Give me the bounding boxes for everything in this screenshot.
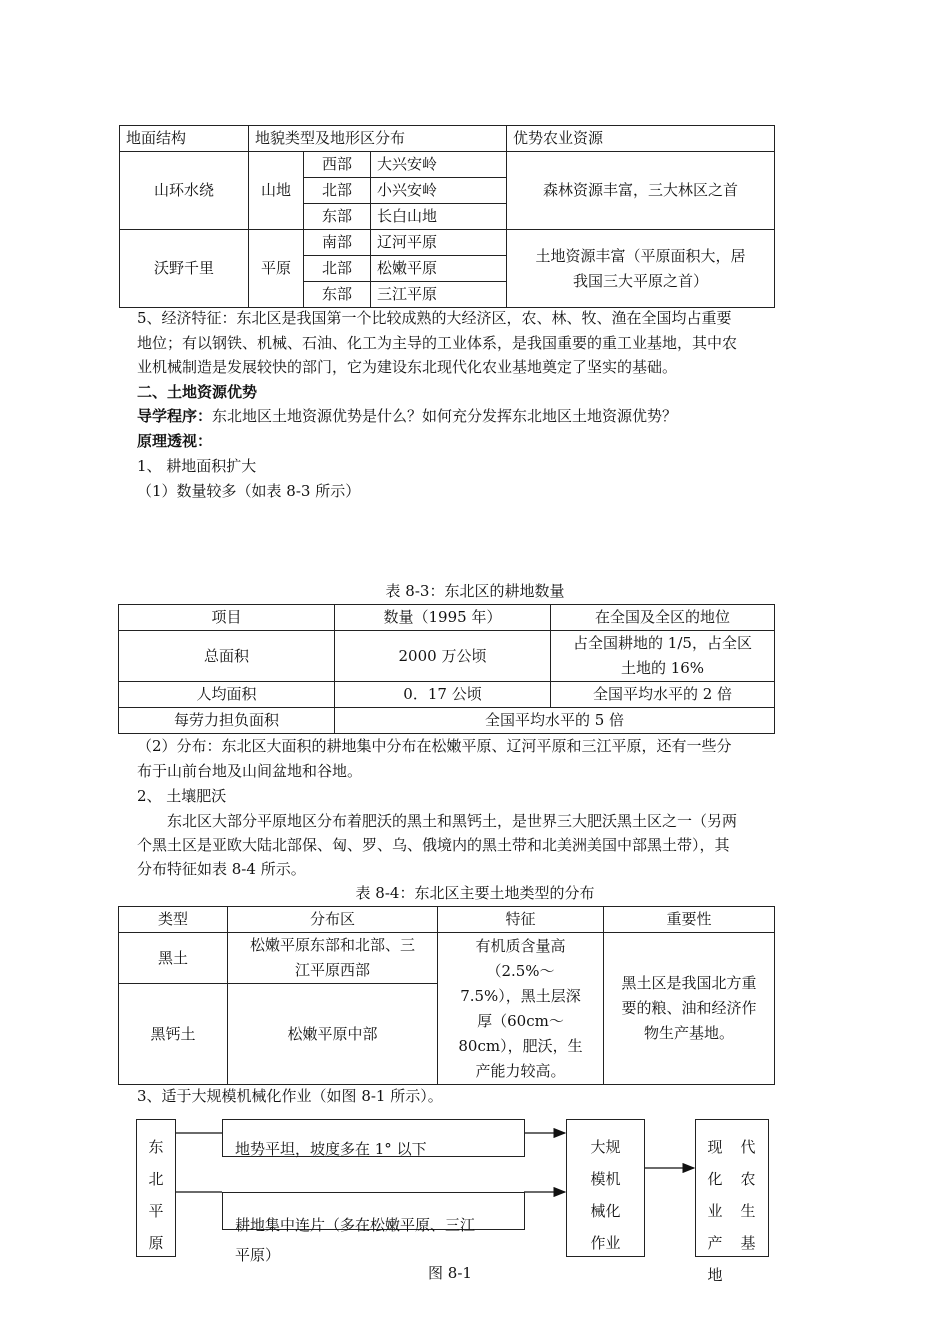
table-cell: 西部	[304, 152, 371, 178]
table-cell: 森林资源丰富，三大林区之首	[507, 152, 775, 230]
condition-text-1: 地势平坦，坡度多在 1° 以下	[235, 1140, 427, 1158]
resource-line: 土地资源丰富（平原面积大，居	[535, 246, 746, 265]
cell-line: 黑土区是我国北方重	[621, 974, 757, 992]
principle-heading: 原理透视：	[137, 432, 213, 450]
table-cell: 全国平均水平的 2 倍	[551, 682, 775, 708]
cell-line: 物生产基地。	[643, 1024, 734, 1042]
table-header: 地面结构	[120, 126, 249, 152]
table-cell: 大兴安岭	[371, 152, 507, 178]
table-caption: 表 8-4：东北区主要土地类型的分布	[355, 884, 595, 902]
cell-line: （2.5%～	[486, 961, 555, 980]
paragraph-line: 东北区大部分平原地区分布着肥沃的黑土和黑钙土，是世界三大肥沃黑土区之一（另两	[167, 812, 738, 830]
northeast-plain-label	[136, 1131, 176, 1259]
table-cell: 总面积	[119, 631, 335, 682]
char: 地	[707, 1266, 723, 1284]
list-item: 1、 耕地面积扩大	[137, 457, 257, 475]
char: 大规	[590, 1138, 621, 1156]
char: 业	[707, 1202, 723, 1220]
table-cell: 北部	[304, 256, 371, 282]
char: 化	[707, 1170, 723, 1188]
guide-text: 东北地区土地资源优势是什么？如何充分发挥东北地区土地资源优势？	[212, 407, 678, 425]
table-cell: 南部	[304, 230, 371, 256]
figure-caption: 图 8-1	[428, 1264, 472, 1282]
table-cell: 2000 万公顷	[335, 631, 551, 682]
char: 北	[148, 1170, 164, 1188]
table-cell: 沃野千里	[120, 230, 249, 308]
char: 模机	[590, 1170, 621, 1188]
table-header: 类型	[119, 907, 228, 933]
char: 原	[148, 1234, 164, 1252]
paragraph-line: 5、经济特征：东北区是我国第一个比较成熟的大经济区，农、林、牧、渔在全国均占重要	[137, 309, 732, 327]
table-cell: 黑土	[119, 933, 228, 984]
cell-line: 7.5%），黑土层深	[460, 986, 581, 1005]
paragraph-line: 个黑土区是亚欧大陆北部保、匈、罗、乌、俄境内的黑土带和北美洲美国中部黑土带），其	[137, 836, 730, 854]
table-cell: 东部	[304, 204, 371, 230]
char: 代	[740, 1138, 756, 1156]
cell-line: 耕地集中连片（多在松嫩平原、三江	[235, 1216, 476, 1234]
char: 农	[740, 1170, 756, 1188]
table-header: 重要性	[604, 907, 775, 933]
table-cell: 山地	[249, 152, 304, 230]
cell-line: 平原）	[235, 1246, 281, 1264]
paragraph-line: 地位；有以钢铁、机械、石油、化工为主导的工业体系，是我国重要的重工业基地，其中农	[137, 334, 738, 352]
table-header: 项目	[119, 605, 335, 631]
char: 作业	[590, 1234, 621, 1252]
table-cell: 山环水绕	[120, 152, 249, 230]
table-cell: 北部	[304, 178, 371, 204]
table-cell: 辽河平原	[371, 230, 507, 256]
mechanization-label	[566, 1131, 645, 1259]
list-item: 2、 土壤肥沃	[137, 787, 227, 805]
condition-text-2	[235, 1210, 475, 1270]
cell-line: 80cm），肥沃，生	[458, 1036, 583, 1055]
char: 现	[707, 1138, 723, 1156]
char: 生	[740, 1202, 756, 1220]
paragraph-line: 分布特征如表 8-4 所示。	[137, 860, 306, 878]
char: 械化	[590, 1202, 621, 1220]
table-caption: 表 8-3：东北区的耕地数量	[385, 582, 565, 600]
paragraph-line: 业机械制造是发展较快的部门，它为建设东北现代化农业基地奠定了坚实的基础。	[137, 358, 678, 376]
table-cell: 长白山地	[371, 204, 507, 230]
result-column-2	[733, 1131, 763, 1259]
table-header: 在全国及全区的地位	[551, 605, 775, 631]
table-header: 数量（1995 年）	[335, 605, 551, 631]
table-cell: 东部	[304, 282, 371, 308]
char: 东	[148, 1138, 164, 1156]
cell-line: 土地的 16%	[620, 659, 705, 677]
char: 产	[707, 1234, 723, 1252]
table-cell: 每劳力担负面积	[119, 708, 335, 734]
cell-line: 松嫩平原东部和北部、三	[249, 936, 415, 954]
cell-line: 江平原西部	[294, 961, 370, 979]
char: 基	[740, 1234, 756, 1252]
list-item: （1）数量较多（如表 8-3 所示）	[137, 482, 361, 500]
table-cell: 全国平均水平的 5 倍	[335, 708, 775, 734]
result-column-1	[700, 1131, 730, 1291]
resource-line: 我国三大平原之首）	[573, 271, 709, 290]
cell-line: 厚（60cm～	[477, 1011, 564, 1030]
paragraph-line: （2）分布：东北区大面积的耕地集中分布在松嫩平原、辽河平原和三江平原，还有一些分	[137, 737, 732, 755]
table-cell: 松嫩平原	[371, 256, 507, 282]
cell-line: 要的粮、油和经济作	[621, 999, 757, 1017]
table-cell: 平原	[249, 230, 304, 308]
table-header: 分布区	[228, 907, 438, 933]
cell-line: 占全国耕地的 1/5，占全区	[573, 634, 752, 652]
char: 平	[148, 1202, 164, 1220]
table-header: 地貌类型及地形区分布	[249, 126, 507, 152]
section-heading: 二、土地资源优势	[137, 383, 258, 401]
table-cell: 黑钙土	[119, 984, 228, 1085]
table-cell: 三江平原	[371, 282, 507, 308]
table-header: 优势农业资源	[507, 126, 775, 152]
list-item: 3、适于大规模机械化作业（如图 8-1 所示）。	[137, 1087, 443, 1105]
table-cell: 小兴安岭	[371, 178, 507, 204]
cell-line: 有机质含量高	[475, 936, 566, 955]
paragraph-line: 布于山前台地及山间盆地和谷地。	[137, 762, 363, 780]
table-header: 特征	[438, 907, 604, 933]
guide-label: 导学程序：	[137, 407, 213, 425]
table-cell: 0．17 公顷	[335, 682, 551, 708]
table-cell: 松嫩平原中部	[228, 984, 438, 1085]
table-cell: 人均面积	[119, 682, 335, 708]
cell-line: 产能力较高。	[475, 1061, 566, 1080]
